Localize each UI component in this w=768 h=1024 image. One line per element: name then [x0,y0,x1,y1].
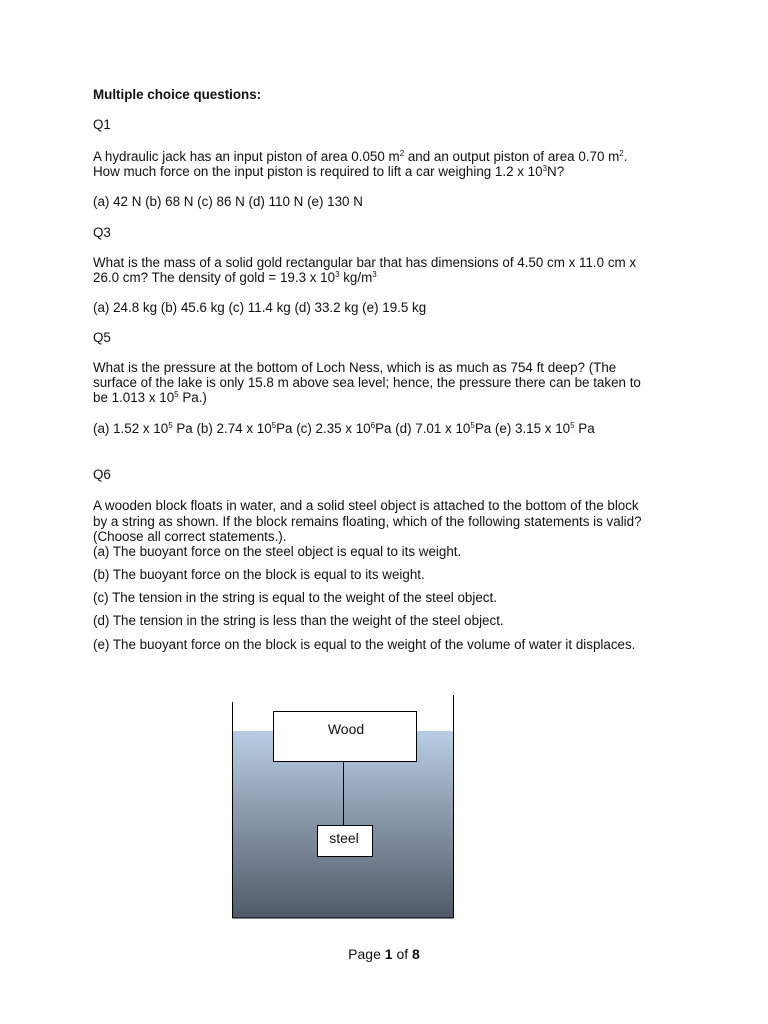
q6-option-d: (d) The tension in the string is less than the weight of the steel object. [93,613,504,628]
q6-option-a: (a) The buoyant force on the steel object is equal to its weight. [93,544,462,559]
q3-label: Q3 [93,225,111,240]
q6-option-e: (e) The buoyant force on the block is equal to the weight of the volume of water it displaces. [93,637,636,652]
q5-text-line3: be 1.013 x $10^5$ Pa.) [93,390,207,405]
q1-text-line1: A hydraulic jack has an input piston of area 0.050 $m^2$ and an output piston of area 0.70 $m^2$. [93,149,628,164]
q3-options: (a) 24.8 kg (b) 45.6 kg (c) 11.4 kg (d) 33.2 kg (e) 19.5 kg [93,300,427,315]
q6-text-line2: by a string as shown. If the block remains floating, which of the following statements is valid? [93,514,642,529]
q1-text-line2: How much force on the input piston is required to lift a car weighing 1.2 x $10^3N$? [93,164,565,179]
heading: Multiple choice questions: [93,87,262,102]
q5-text-line1: What is the pressure at the bottom of Loch Ness, which is as much as 754 ft deep? (The [93,360,617,375]
q5-label: Q5 [93,330,111,345]
q5-text-line2: surface of the lake is only 15.8 m above sea level; hence, the pressure there can be taken to [93,375,641,390]
q1-label: Q1 [93,117,111,132]
q3-text-line1: What is the mass of a solid gold rectangular bar that has dimensions of 4.50 cm x 11.0 cm x [93,255,637,270]
q5-options: (a) 1.52 x $10^5$ Pa (b) 2.74 x $10^5Pa$ (c) 2.35 x $10^6Pa$ (d) 7.01 x $10^5Pa$ (e) 3.15 x $10^5$ Pa [93,421,595,436]
page-footer: Page 1 of 8 [348,946,420,962]
page-total: 8 [412,946,420,962]
q1-options: (a) 42 N (b) 68 N (c) 86 N (d) 110 N (e) 130 N [93,194,363,209]
q6-text-line3: (Choose all correct statements.). [93,529,287,544]
q3-text-line2: 26.0 cm? The density of gold = 19.3 x $10^3$ $kg/m^3$ [93,270,377,285]
steel-label: steel [329,830,359,846]
q6-text-line1: A wooden block floats in water, and a solid steel object is attached to the bottom of the block [93,498,639,513]
q6-option-b: (b) The buoyant force on the block is equal to its weight. [93,567,425,582]
wood-label: Wood [327,721,365,737]
q6-option-c: (c) The tension in the string is equal to the weight of the steel object. [93,590,497,605]
page-number: 1 [384,946,393,962]
q6-label: Q6 [93,467,111,482]
